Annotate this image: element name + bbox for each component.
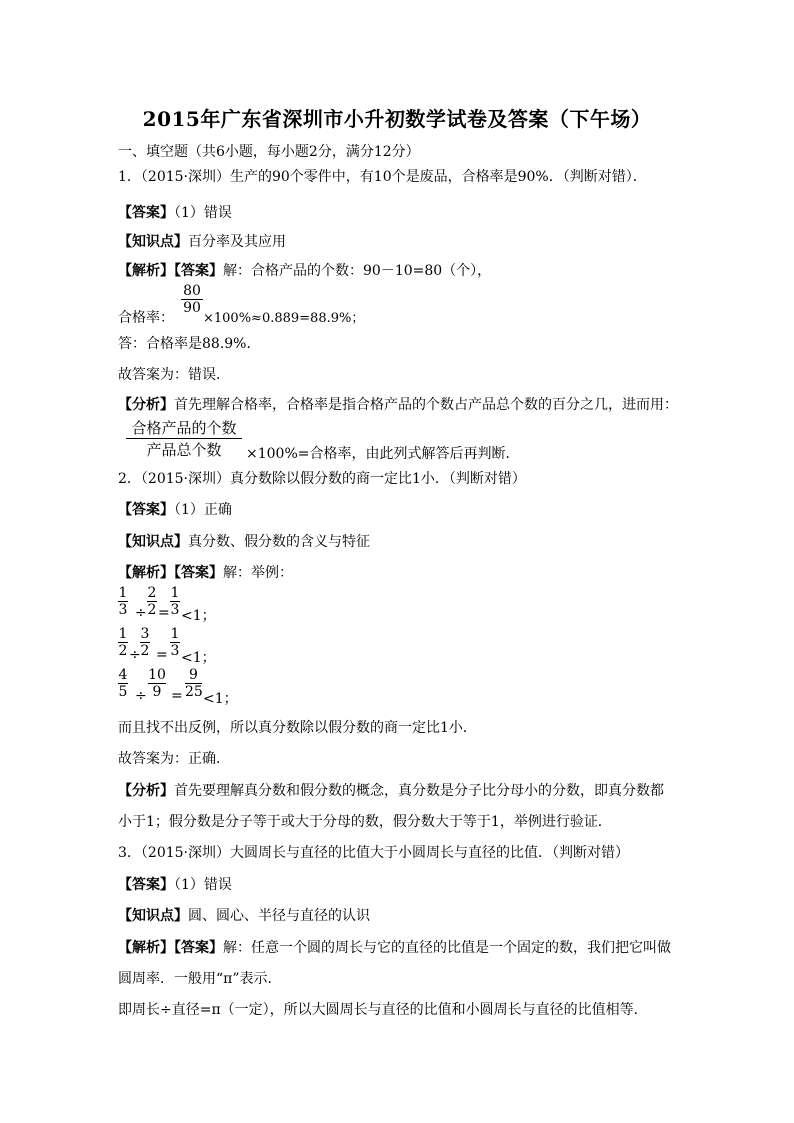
answer-text: （1）错误 <box>174 205 232 221</box>
q1-answer <box>118 202 232 222</box>
denominator: 5 <box>118 684 128 700</box>
ex1-tail: <1； <box>181 608 216 624</box>
analysis-text: 解：合格产品的个数：90－10=80（个）， <box>223 263 492 279</box>
ex3-eq: = <box>171 688 183 704</box>
ex2-tail: <1； <box>181 650 216 666</box>
knowledge-tag: 【知识点】 <box>118 534 188 550</box>
fenxi-tag: 【分析】 <box>118 783 174 799</box>
formula-numerator: 合格产品的个数 <box>131 419 237 437</box>
ex1-fraction-c <box>170 585 180 618</box>
q1-rate-fraction <box>181 283 203 316</box>
analysis-text: 解：举例： <box>223 565 293 581</box>
q1-knowledge <box>118 231 286 251</box>
analysis-tag: 【解析】【答案】 <box>118 565 223 581</box>
numerator: 2 <box>147 585 157 601</box>
ex2-fraction-a <box>118 626 128 659</box>
q1-conclusion: 故答案为：错误． <box>118 367 230 383</box>
knowledge-text: 圆、圆心、半径与直径的认识 <box>188 908 370 924</box>
analysis-tag: 【解析】【答案】 <box>118 263 223 279</box>
denominator: 2 <box>140 643 150 659</box>
knowledge-text: 真分数、假分数的含义与特征 <box>188 534 370 550</box>
answer-tag: 【答案】 <box>118 877 174 893</box>
q1-fenxi <box>118 394 678 414</box>
q2-fenxi <box>118 780 664 800</box>
page-title: 2015年广东省深圳市小升初数学试卷及答案（下午场） <box>142 107 652 131</box>
q1-formula-rest: ×100%=合格率，由此列式解答后再判断． <box>246 446 520 462</box>
question-1: 1．（2015·深圳）生产的90个零件中，有10个是废品，合格率是90%．（判断对错）． <box>118 169 647 185</box>
q3-analysis-cont-2: 即周长÷直径=π（一定），所以大圆周长与直径的比值和小圆周长与直径的比值相等． <box>118 1002 648 1018</box>
ex2-eq: = <box>156 647 168 663</box>
numerator: 3 <box>140 626 150 642</box>
q2-analysis <box>118 562 293 582</box>
fenxi-text: 首先理解合格率，合格率是指合格产品的个数占产品总个数的百分之几，进而用： <box>174 397 678 413</box>
q3-knowledge <box>118 905 370 925</box>
denominator: 9 <box>152 684 162 700</box>
denominator: 2 <box>147 602 157 618</box>
q3-analysis <box>118 937 671 957</box>
numerator: 1 <box>118 626 128 642</box>
ex1-op: ÷ <box>135 605 147 621</box>
question-2: 2．（2015·深圳）真分数除以假分数的商一定比1小．（判断对错） <box>118 471 526 487</box>
numerator: 1 <box>118 585 128 601</box>
q2-conclusion: 故答案为：正确． <box>118 751 230 767</box>
fraction-numerator: 80 <box>183 283 201 299</box>
ex3-tail: <1； <box>203 691 238 707</box>
q1-reply: 答：合格率是88.9%． <box>118 336 261 352</box>
q2-fenxi-cont: 小于1；假分数是分子等于或大于分母的数，假分数大于等于1，举例进行验证． <box>118 814 612 830</box>
numerator: 4 <box>118 667 128 683</box>
answer-text: （1）正确 <box>174 502 232 518</box>
denominator: 2 <box>118 643 128 659</box>
question-3: 3．（2015·深圳）大圆周长与直径的比值大于小圆周长与直径的比值．（判断对错） <box>118 845 629 861</box>
q2-answer <box>118 499 232 519</box>
denominator: 25 <box>185 684 203 700</box>
formula-bar <box>126 438 242 439</box>
ex1-eq: = <box>158 605 170 621</box>
q2-knowledge <box>118 531 370 551</box>
q3-answer <box>118 874 232 894</box>
denominator: 3 <box>118 602 128 618</box>
numerator: 9 <box>189 667 198 683</box>
numerator: 1 <box>170 585 180 601</box>
ex1-fraction-a <box>118 585 128 618</box>
ex3-op: ÷ <box>135 688 147 704</box>
q1-formula-fraction <box>126 417 242 460</box>
knowledge-tag: 【知识点】 <box>118 234 188 250</box>
ex3-fraction-b <box>148 667 166 700</box>
analysis-tag: 【解析】【答案】 <box>118 940 223 956</box>
knowledge-tag: 【知识点】 <box>118 908 188 924</box>
fenxi-tag: 【分析】 <box>118 397 174 413</box>
fraction-denominator: 90 <box>183 300 201 316</box>
q1-rate-rest: ×100%≈0.889=88.9%； <box>203 311 365 326</box>
answer-tag: 【答案】 <box>118 502 174 518</box>
ex2-op: ÷ <box>129 647 141 663</box>
denominator: 3 <box>170 602 180 618</box>
q2-note: 而且找不出反例，所以真分数除以假分数的商一定比1小． <box>118 720 477 736</box>
ex2-fraction-c <box>170 626 180 659</box>
numerator: 1 <box>170 626 180 642</box>
section-heading: 一、填空题（共6小题，每小题2分，满分12分） <box>118 144 420 160</box>
q3-analysis-cont: 圆周率．一般用“π”表示． <box>118 971 282 987</box>
answer-text: （1）错误 <box>174 877 232 893</box>
formula-denominator: 产品总个数 <box>146 441 222 459</box>
ex2-fraction-b <box>140 626 150 659</box>
ex3-fraction-c <box>185 667 202 700</box>
q1-rate-label: 合格率： <box>118 310 174 326</box>
numerator: 10 <box>148 667 166 683</box>
denominator: 3 <box>170 643 180 659</box>
answer-tag: 【答案】 <box>118 205 174 221</box>
knowledge-text: 百分率及其应用 <box>188 234 286 250</box>
ex1-fraction-b <box>147 585 157 618</box>
ex3-fraction-a <box>118 667 128 700</box>
q1-analysis <box>118 260 491 280</box>
fenxi-text: 首先要理解真分数和假分数的概念，真分数是分子比分母小的分数，即真分数都 <box>174 783 664 799</box>
analysis-text: 解：任意一个圆的周长与它的直径的比值是一个固定的数，我们把它叫做 <box>223 940 671 956</box>
